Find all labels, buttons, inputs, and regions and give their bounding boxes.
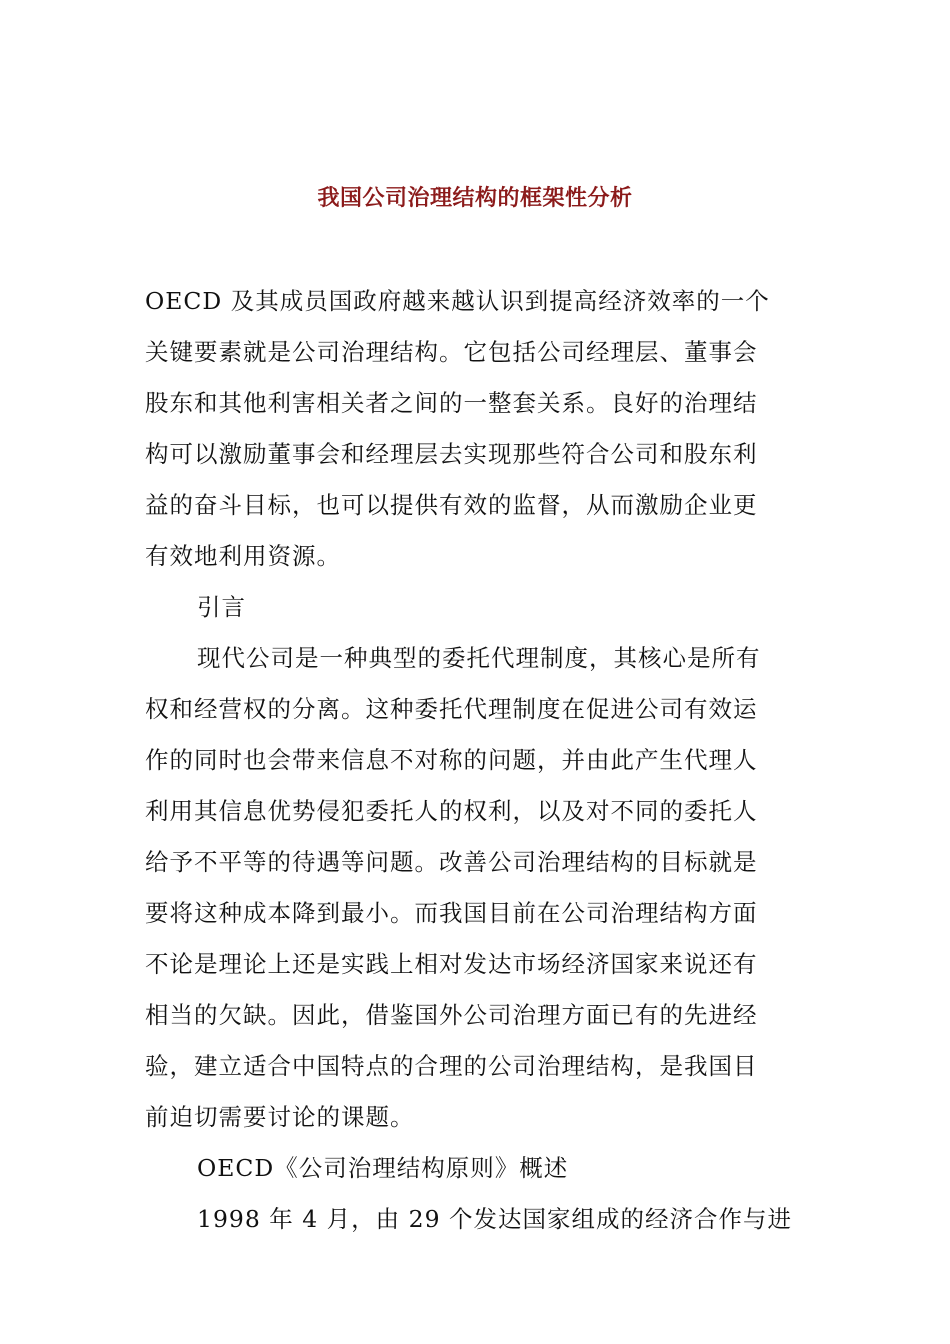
text-line: 1998 年 4 月，由 29 个发达国家组成的经济合作与进 [197, 1205, 793, 1233]
text-line: 引言 [197, 593, 246, 621]
text-line: 股东和其他利害相关者之间的一整套关系。良好的治理结 [145, 389, 758, 417]
text-line: 验，建立适合中国特点的合理的公司治理结构，是我国目 [145, 1052, 758, 1080]
text-line: 作的同时也会带来信息不对称的问题，并由此产生代理人 [145, 746, 758, 774]
text-line: 益的奋斗目标，也可以提供有效的监督，从而激励企业更 [145, 491, 758, 519]
text-line: 利用其信息优势侵犯委托人的权利，以及对不同的委托人 [145, 797, 758, 825]
text-line: 构可以激励董事会和经理层去实现那些符合公司和股东利 [145, 440, 758, 468]
text-line: 不论是理论上还是实践上相对发达市场经济国家来说还有 [145, 950, 758, 978]
text-line: 给予不平等的待遇等问题。改善公司治理结构的目标就是 [145, 848, 758, 876]
text-line: 前迫切需要讨论的课题。 [145, 1103, 415, 1131]
text-line: 有效地利用资源。 [145, 542, 341, 570]
document-body [145, 276, 807, 1245]
text-line: 关键要素就是公司治理结构。它包括公司经理层、董事会 [145, 338, 758, 366]
text-line: 相当的欠缺。因此，借鉴国外公司治理方面已有的先进经 [145, 1001, 758, 1029]
text-line: OECD《公司治理结构原则》概述 [197, 1154, 569, 1182]
text-line: 权和经营权的分离。这种委托代理制度在促进公司有效运 [145, 695, 758, 723]
text-line: OECD 及其成员国政府越来越认识到提高经济效率的一个 [145, 287, 770, 315]
text-line: 要将这种成本降到最小。而我国目前在公司治理结构方面 [145, 899, 758, 927]
text-line: 现代公司是一种典型的委托代理制度，其核心是所有 [197, 644, 761, 672]
document-title: 我国公司治理结构的框架性分析 [317, 185, 633, 211]
